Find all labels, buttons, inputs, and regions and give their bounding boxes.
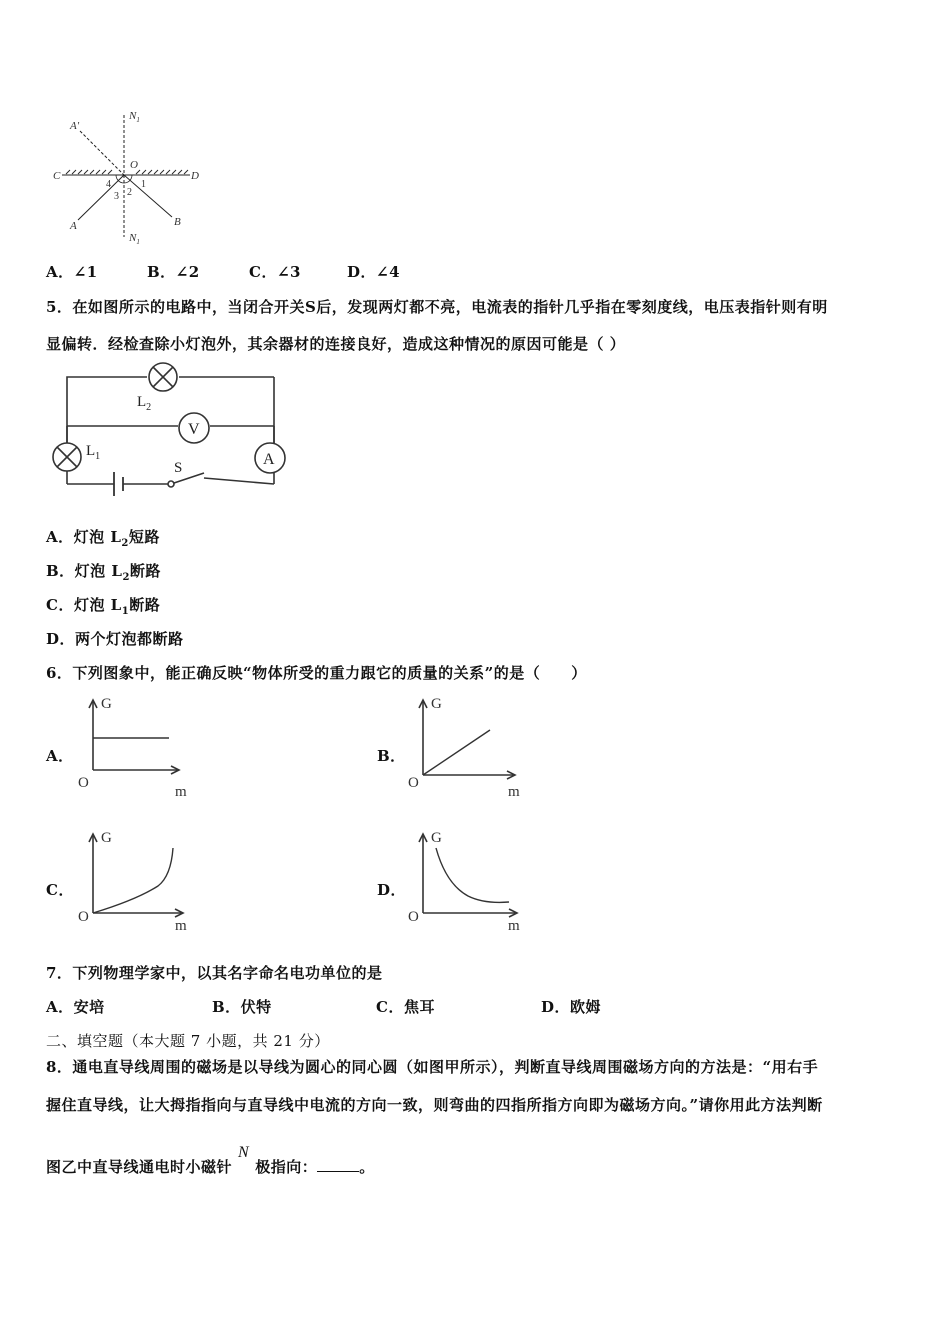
label-b: B	[174, 216, 181, 228]
label-l2: $L_2$	[137, 394, 152, 413]
graph-b-origin: O	[408, 775, 419, 791]
q8-line3-before: 图乙中直导线通电时小磁针	[46, 1158, 233, 1176]
graph-c-origin: O	[78, 909, 89, 925]
lamp-l1	[53, 443, 81, 471]
graph-a[interactable]	[76, 692, 196, 802]
label-s: S	[174, 460, 183, 476]
q6-option-a-label[interactable]: A．	[46, 747, 74, 765]
circuit-diagram	[48, 362, 308, 497]
graph-a-y-label: G	[101, 696, 112, 712]
q8-line2: 握住直导线，让大拇指指向与直导线中电流的方向一致，则弯曲的四指所指方向即为磁场方向。”请你用此方法判断	[46, 1096, 823, 1114]
q4-option-d[interactable]: D．∠4	[347, 263, 401, 281]
label-angle-2: 2	[127, 187, 132, 198]
graph-a-x-label: m	[175, 784, 187, 800]
reflection-diagram	[50, 105, 210, 250]
graph-d-origin: O	[408, 909, 419, 925]
graph-d[interactable]	[406, 826, 531, 936]
label-angle-1: 1	[141, 179, 146, 190]
graph-c-y-label: G	[101, 830, 112, 846]
q6-stem: 6．下列图象中，能正确反映“物体所受的重力跟它的质量的关系”的是（ ）	[46, 664, 587, 682]
q5-option-b[interactable]: B．灯泡 $L_2$断路	[46, 562, 161, 583]
q8-line3-after: 极指向：	[255, 1158, 318, 1176]
q8-line1: 8．通电直导线周围的磁场是以导线为圆心的同心圆（如图甲所示），判断直导线周围磁场方向的方法是：“用右手	[46, 1058, 819, 1076]
graph-b[interactable]	[406, 692, 531, 802]
graph-c-curve	[93, 848, 173, 913]
q6-option-c-label[interactable]: C．	[46, 881, 74, 899]
q8-pole-symbol: N	[238, 1144, 250, 1161]
q5-option-d[interactable]: D．两个灯泡都断路	[46, 630, 184, 648]
graph-b-y-label: G	[431, 696, 442, 712]
q8-line3-end: 。	[359, 1158, 375, 1176]
graph-b-x-label: m	[508, 784, 520, 800]
battery	[114, 472, 123, 496]
label-n1-top: $N_1$	[129, 110, 140, 124]
graph-d-y-label: G	[431, 830, 442, 846]
q5-stem-line1: 5．在如图所示的电路中，当闭合开关S后，发现两灯都不亮，电流表的指针几乎指在零刻度线，电压表指针则有明	[46, 298, 828, 316]
label-c: C	[53, 170, 61, 182]
q5-option-a[interactable]: A．灯泡 $L_2$短路	[46, 528, 160, 549]
label-d: D	[191, 170, 199, 182]
label-a: A	[70, 220, 77, 232]
q8-line3	[46, 1144, 375, 1177]
label-angle-4: 4	[106, 179, 111, 190]
q6-option-d-label[interactable]: D．	[377, 881, 407, 899]
ray-a-prime	[80, 131, 124, 175]
q7-option-a[interactable]: A．安培	[46, 998, 105, 1016]
label-a-prime: A'	[70, 120, 80, 132]
mirror-hatching	[66, 170, 188, 174]
label-n1-bottom: $N_1$	[129, 232, 140, 246]
label-o: O	[130, 159, 138, 171]
lamp-l2	[149, 363, 177, 391]
q4-option-c[interactable]: C．∠3	[249, 263, 301, 281]
label-l1: $L_1$	[86, 443, 101, 462]
q8-answer-blank[interactable]	[317, 1157, 359, 1172]
q4-option-b[interactable]: B．∠2	[147, 263, 200, 281]
graph-c-x-label: m	[175, 918, 187, 934]
graph-c[interactable]	[76, 826, 196, 936]
section-2-title: 二、填空题（本大题 7 小题，共 21 分）	[46, 1032, 330, 1050]
q5-option-c[interactable]: C．灯泡 $L_1$断路	[46, 596, 161, 617]
q7-stem: 7．下列物理学家中，以其名字命名电功单位的是	[46, 964, 383, 982]
q4-option-a[interactable]: A．∠1	[46, 263, 98, 281]
q6-option-b-label[interactable]: B．	[377, 747, 406, 765]
graph-d-x-label: m	[508, 918, 520, 934]
graph-b-curve	[423, 730, 490, 775]
q7-option-d[interactable]: D．欧姆	[541, 998, 602, 1016]
q5-stem-line2: 显偏转．经检查除小灯泡外，其余器材的连接良好，造成这种情况的原因可能是（ ）	[46, 335, 626, 353]
ammeter-label: A	[263, 451, 275, 468]
graph-d-curve	[436, 848, 509, 902]
voltmeter-label: V	[188, 421, 200, 438]
graph-a-origin: O	[78, 775, 89, 791]
label-angle-3: 3	[114, 191, 119, 202]
q7-option-b[interactable]: B．伏特	[212, 998, 272, 1016]
q7-option-c[interactable]: C．焦耳	[376, 998, 435, 1016]
